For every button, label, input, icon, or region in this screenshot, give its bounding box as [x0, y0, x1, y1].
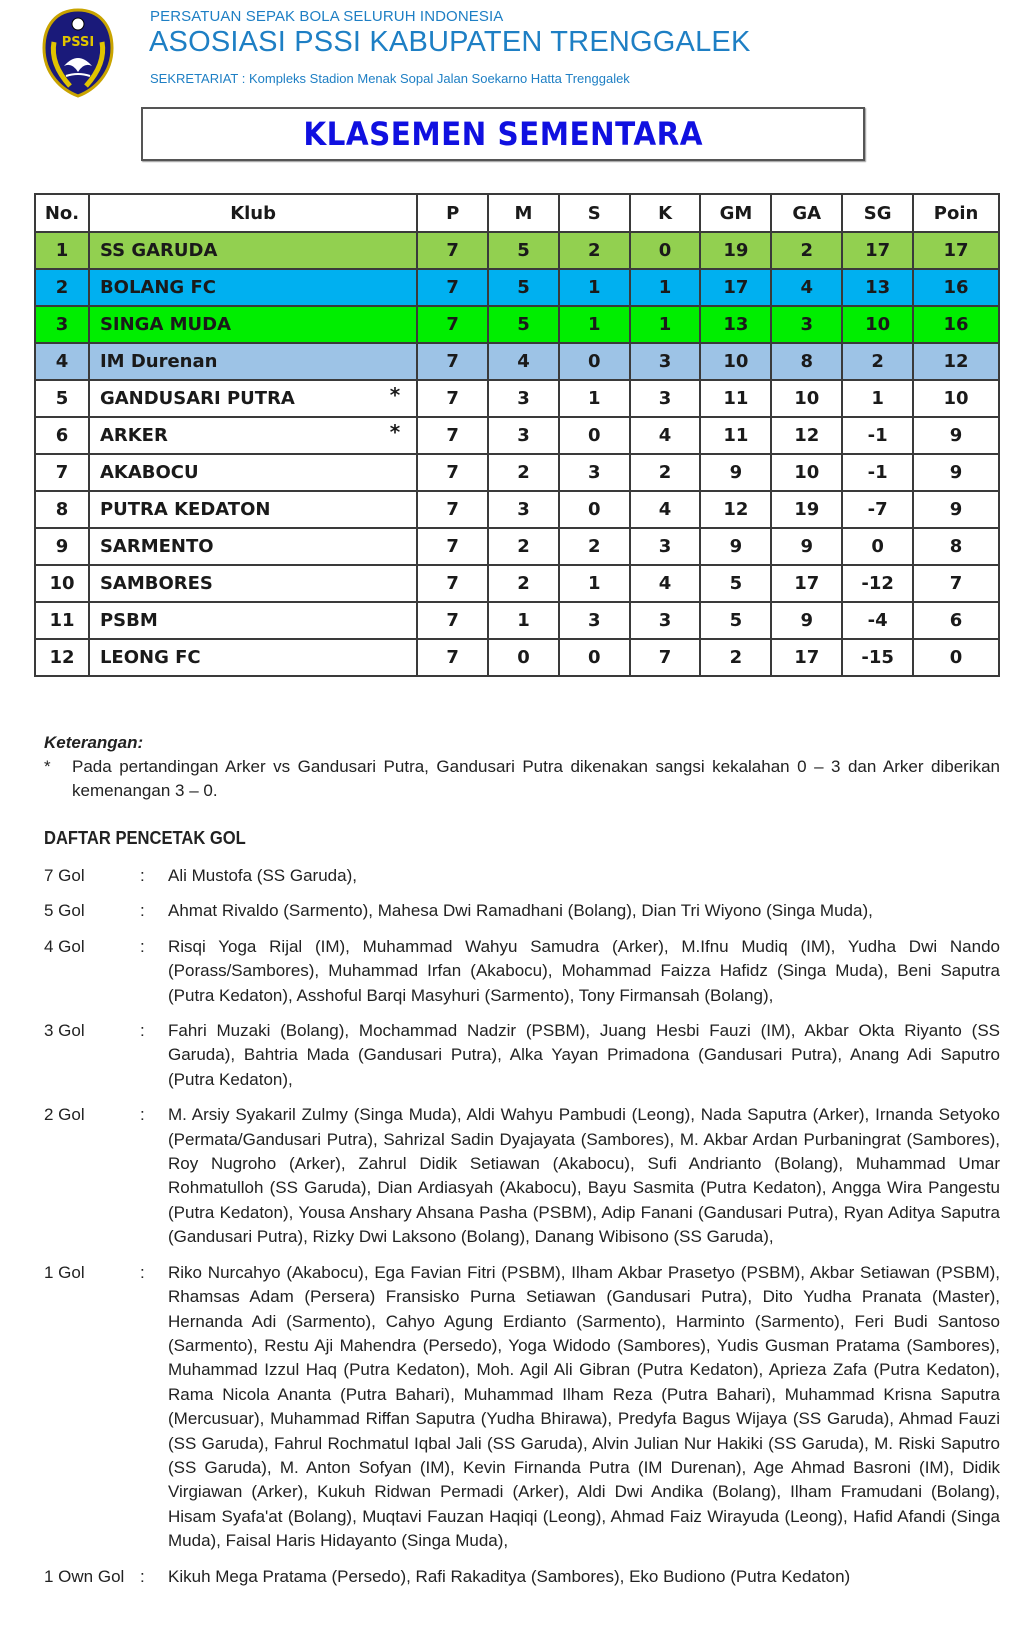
cell-k: 3	[630, 602, 701, 639]
cell-ga: 17	[771, 565, 842, 602]
scorer-colon: :	[140, 1262, 145, 1282]
cell-gm: 5	[700, 602, 771, 639]
column-header-poin: Poin	[913, 194, 999, 232]
scorer-names: Ahmat Rivaldo (Sarmento), Mahesa Dwi Ramadhani (Bolang), Dian Tri Wiyono (Singa Muda),	[168, 901, 873, 921]
scorer-names: Fahri Muzaki (Bolang), Mochammad Nadzir (PSBM), Juang Hesbi Fauzi (IM), Akbar Okta Riyanto (SS Garuda), Bahtria Mada (Gandusari Putra), Alka Yayan Primadona (Gandusari Putra), Anang Adi Saputro (Putra Kedaton),	[168, 1021, 1000, 1089]
cell-sg: -12	[842, 565, 913, 602]
cell-k: 4	[630, 565, 701, 602]
cell-m: 5	[488, 306, 559, 343]
note-text: Pada pertandingan Arker vs Gandusari Putra, Gandusari Putra dikenakan sangsi kekalahan 0 – 3 dan Arker diberikan kemenangan 3 – 0.	[72, 757, 1000, 800]
column-header-s: S	[559, 194, 630, 232]
scorer-group-5	[44, 899, 1000, 923]
scorer-group-label: 7 Gol	[44, 866, 85, 885]
table-row	[35, 602, 999, 639]
scorers-list	[44, 864, 1000, 1600]
cell-s: 1	[559, 380, 630, 417]
cell-klub	[89, 269, 417, 306]
cell-no: 4	[35, 343, 89, 380]
cell-m: 2	[488, 454, 559, 491]
cell-m: 3	[488, 380, 559, 417]
table-header-row	[35, 194, 999, 232]
cell-no: 9	[35, 528, 89, 565]
cell-ga: 4	[771, 269, 842, 306]
cell-m: 1	[488, 602, 559, 639]
cell-ga: 9	[771, 528, 842, 565]
cell-poin: 10	[913, 380, 999, 417]
cell-k: 1	[630, 269, 701, 306]
cell-gm: 11	[700, 417, 771, 454]
cell-p: 7	[417, 269, 488, 306]
cell-gm: 19	[700, 232, 771, 269]
cell-sg: 10	[842, 306, 913, 343]
pssi-logo-icon	[26, 2, 130, 106]
scorer-group-label: 3 Gol	[44, 1021, 85, 1041]
cell-m: 2	[488, 528, 559, 565]
scorer-group-4	[44, 935, 1000, 1008]
cell-k: 4	[630, 491, 701, 528]
org-address: SEKRETARIAT : Kompleks Stadion Menak Sopal Jalan Soekarno Hatta Trenggalek	[150, 71, 630, 86]
cell-no: 1	[35, 232, 89, 269]
cell-no: 3	[35, 306, 89, 343]
cell-s: 1	[559, 565, 630, 602]
scorer-colon: :	[140, 866, 145, 885]
cell-k: 3	[630, 380, 701, 417]
cell-poin: 9	[913, 417, 999, 454]
table-row	[35, 380, 999, 417]
cell-klub	[89, 528, 417, 565]
cell-gm: 13	[700, 306, 771, 343]
cell-p: 7	[417, 528, 488, 565]
notes-section	[44, 731, 1000, 803]
cell-no: 7	[35, 454, 89, 491]
cell-ga: 17	[771, 639, 842, 676]
cell-gm: 2	[700, 639, 771, 676]
cell-no: 10	[35, 565, 89, 602]
cell-p: 7	[417, 343, 488, 380]
scorers-title: DAFTAR PENCETAK GOL	[44, 828, 246, 848]
cell-klub	[89, 491, 417, 528]
column-header-gm: GM	[700, 194, 771, 232]
cell-k: 2	[630, 454, 701, 491]
cell-no: 6	[35, 417, 89, 454]
column-header-k: K	[630, 194, 701, 232]
column-header-no: No.	[35, 194, 89, 232]
page-title: KLASEMEN SEMENTARA	[303, 115, 703, 153]
scorer-names: Kikuh Mega Pratama (Persedo), Rafi Rakaditya (Sambores), Eko Budiono (Putra Kedaton)	[168, 1566, 851, 1586]
cell-poin: 12	[913, 343, 999, 380]
column-header-m: M	[488, 194, 559, 232]
cell-no: 11	[35, 602, 89, 639]
cell-sg: 0	[842, 528, 913, 565]
scorer-colon: :	[140, 936, 145, 956]
cell-ga: 9	[771, 602, 842, 639]
scorer-group-1	[44, 1261, 1000, 1554]
cell-sg: 1	[842, 380, 913, 417]
scorer-group-3	[44, 1019, 1000, 1092]
cell-s: 3	[559, 454, 630, 491]
cell-klub	[89, 343, 417, 380]
cell-sg: -15	[842, 639, 913, 676]
cell-klub	[89, 602, 417, 639]
notes-label: Keterangan:	[44, 733, 144, 752]
scorer-colon: :	[140, 1105, 145, 1125]
cell-klub	[89, 380, 417, 417]
cell-sg: 2	[842, 343, 913, 380]
scorer-group-7	[44, 864, 1000, 888]
cell-p: 7	[417, 417, 488, 454]
cell-ga: 19	[771, 491, 842, 528]
cell-gm: 17	[700, 269, 771, 306]
cell-s: 1	[559, 306, 630, 343]
cell-sg: -1	[842, 454, 913, 491]
letterhead	[0, 0, 1024, 110]
scorer-names: Risqi Yoga Rijal (IM), Muhammad Wahyu Samudra (Arker), M.Ifnu Mudiq (IM), Yudha Dwi Nando (Porass/Sambores), Muhammad Irfan (Akabocu), Mohammad Faizza Hafidz (Singa Muda), Beni Saputra (Putra Kedaton), Asshoful Barqi Masyhuri (Sarmento), Tony Firmansah (Bolang),	[168, 936, 1000, 1005]
scorer-group-own-goal	[44, 1565, 1000, 1589]
scorer-group-label: 5 Gol	[44, 901, 85, 921]
cell-gm: 12	[700, 491, 771, 528]
column-header-ga: GA	[771, 194, 842, 232]
cell-k: 3	[630, 343, 701, 380]
cell-gm: 9	[700, 454, 771, 491]
cell-p: 7	[417, 306, 488, 343]
club-name: IM Durenan	[99, 351, 218, 372]
club-name: PUTRA KEDATON	[99, 499, 271, 520]
table-row	[35, 454, 999, 491]
column-header-klub: Klub	[89, 194, 417, 232]
cell-ga: 3	[771, 306, 842, 343]
cell-poin: 9	[913, 491, 999, 528]
scorer-group-2	[44, 1103, 1000, 1249]
note-bullet: *	[44, 757, 51, 776]
cell-m: 2	[488, 565, 559, 602]
cell-m: 5	[488, 269, 559, 306]
cell-poin: 7	[913, 565, 999, 602]
cell-ga: 10	[771, 380, 842, 417]
cell-poin: 16	[913, 306, 999, 343]
table-row	[35, 639, 999, 676]
club-name: AKABOCU	[99, 462, 199, 483]
column-header-sg: SG	[842, 194, 913, 232]
cell-m: 3	[488, 491, 559, 528]
cell-klub	[89, 306, 417, 343]
cell-poin: 9	[913, 454, 999, 491]
cell-gm: 11	[700, 380, 771, 417]
table-row	[35, 528, 999, 565]
cell-poin: 6	[913, 602, 999, 639]
scorer-colon: :	[140, 901, 145, 921]
cell-s: 0	[559, 417, 630, 454]
cell-m: 0	[488, 639, 559, 676]
org-name: ASOSIASI PSSI KABUPATEN TRENGGALEK	[149, 26, 751, 58]
club-name: PSBM	[99, 610, 158, 631]
cell-sg: -7	[842, 491, 913, 528]
cell-no: 2	[35, 269, 89, 306]
cell-s: 1	[559, 269, 630, 306]
cell-s: 0	[559, 343, 630, 380]
cell-sg: 17	[842, 232, 913, 269]
scorer-colon: :	[140, 1021, 145, 1041]
cell-p: 7	[417, 491, 488, 528]
cell-s: 0	[559, 639, 630, 676]
cell-poin: 17	[913, 232, 999, 269]
cell-m: 5	[488, 232, 559, 269]
cell-poin: 8	[913, 528, 999, 565]
club-name: LEONG FC	[99, 647, 201, 668]
scorer-group-label: 4 Gol	[44, 936, 85, 956]
cell-ga: 12	[771, 417, 842, 454]
cell-klub	[89, 639, 417, 676]
cell-k: 3	[630, 528, 701, 565]
cell-m: 4	[488, 343, 559, 380]
cell-p: 7	[417, 380, 488, 417]
cell-p: 7	[417, 565, 488, 602]
cell-sg: -4	[842, 602, 913, 639]
cell-ga: 10	[771, 454, 842, 491]
table-row	[35, 491, 999, 528]
cell-gm: 9	[700, 528, 771, 565]
org-name-small: PERSATUAN SEPAK BOLA SELURUH INDONESIA	[150, 8, 504, 25]
scorer-colon: :	[140, 1566, 145, 1586]
club-name: GANDUSARI PUTRA	[99, 388, 295, 409]
cell-m: 3	[488, 417, 559, 454]
scorer-group-label: 1 Gol	[44, 1262, 85, 1282]
note-item	[44, 755, 1000, 803]
scorer-group-label: 2 Gol	[44, 1105, 85, 1125]
cell-k: 0	[630, 232, 701, 269]
cell-gm: 10	[700, 343, 771, 380]
cell-s: 2	[559, 528, 630, 565]
club-name: SS GARUDA	[99, 240, 218, 261]
cell-klub	[89, 454, 417, 491]
cell-klub	[89, 417, 417, 454]
svg-text:PSSI: PSSI	[61, 35, 95, 50]
scorer-names: Riko Nurcahyo (Akabocu), Ega Favian Fitri (PSBM), Ilham Akbar Prasetyo (PSBM), Akbar Setiawan (PSBM), Rhamsas Adam (Persera) Fransisko Purna Setiawan (Gandusari Putra), Dito Yudha Pranata (Master), Hernanda Adi (Sarmento), Cahyo Agung Erdianto (Sarmento), Harminto (Sarmento), Feri Budi Santoso (Sarmento), Restu Aji Mahendra (Persedo), Yoga Widodo (Sambores), Yudis Gusman Pratama (Sambores), Muhammad Izzul Haq (Putra Kedaton), Moh. Agil Ali Gibran (Putra Kedaton), Aprieza Zafa (Putra Kedaton), Rama Nicola Ananta (Putra Bahari), Muhammad Ilham Reza (Putra Bahari), Muhammad Krisna Saputra (Mercusuar), Muhammad Riffan Saputra (Yudha Bhirawa), Predyfa Bagus Wijaya (SS Garuda), Ahmad Fauzi (SS Garuda), Fahrul Rochmatul Iqbal Jali (SS Garuda), Alvin Julian Nur Hakiki (SS Garuda), M. Riski Saputro (SS Garuda), M. Anton Sofyan (IM), Kevin Firnanda Putra (IM Durenan), Age Ahmad Basroni (IM), Didik Virgiawan (Arker), Kukuh Ridwan Permadi (Arker), Aldi Dwi Andika (Bolang), Ilham Framudani (Bolang), Hisam Syafa'at (Bolang), Muqtavi Fauzan Haqiqi (Leong), Ahmad Faiz Wirayuda (Leong), Hafid Afandi (Singa Muda), Faisal Haris Hidayanto (Singa Muda),	[168, 1262, 1000, 1551]
table-row	[35, 343, 999, 380]
footnote-marker: *	[389, 383, 401, 407]
cell-klub	[89, 565, 417, 602]
club-name: SAMBORES	[99, 573, 213, 594]
table-row	[35, 306, 999, 343]
cell-p: 7	[417, 602, 488, 639]
cell-poin: 0	[913, 639, 999, 676]
scorer-group-label: 1 Own Gol	[44, 1566, 125, 1586]
scorer-names: M. Arsiy Syakaril Zulmy (Singa Muda), Aldi Wahyu Pambudi (Leong), Nada Saputra (Arker), Irnanda Setyoko (Permata/Gandusari Putra), Sahrizal Sadin Dyajayata (Sambores), M. Akbar Ardan Purbaningrat (Sambores), Roy Nugroho (Arker), Zahrul Didik Setiawan (Akabocu), Sufi Andrianto (Bolang), Muhammad Umar Rohmatulloh (SS Garuda), Dian Ardiasyah (Akabocu), Bayu Sasmita (Putra Kedaton), Angga Wira Pangestu (Putra Kedaton), Yousa Anshary Ahsana Pasha (PSBM), Adip Fanani (Gandusari Putra), Ryan Aditya Saputra (Gandusari Putra), Rizky Dwi Laksono (Bolang), Danang Wibisono (SS Garuda),	[168, 1105, 1000, 1247]
cell-klub	[89, 232, 417, 269]
cell-k: 1	[630, 306, 701, 343]
cell-s: 0	[559, 491, 630, 528]
cell-p: 7	[417, 639, 488, 676]
cell-sg: 13	[842, 269, 913, 306]
cell-ga: 2	[771, 232, 842, 269]
cell-ga: 8	[771, 343, 842, 380]
column-header-p: P	[417, 194, 488, 232]
cell-p: 7	[417, 232, 488, 269]
club-name: SARMENTO	[99, 536, 214, 557]
footnote-marker: *	[389, 420, 401, 444]
cell-no: 8	[35, 491, 89, 528]
cell-no: 12	[35, 639, 89, 676]
cell-p: 7	[417, 454, 488, 491]
cell-k: 7	[630, 639, 701, 676]
cell-k: 4	[630, 417, 701, 454]
club-name: ARKER	[99, 425, 168, 446]
club-name: SINGA MUDA	[99, 314, 232, 335]
cell-s: 2	[559, 232, 630, 269]
cell-sg: -1	[842, 417, 913, 454]
scorer-names: Ali Mustofa (SS Garuda),	[168, 866, 357, 885]
table-row	[35, 565, 999, 602]
table-row	[35, 417, 999, 454]
cell-no: 5	[35, 380, 89, 417]
cell-s: 3	[559, 602, 630, 639]
standings-table	[34, 193, 1000, 677]
cell-gm: 5	[700, 565, 771, 602]
club-name: BOLANG FC	[99, 277, 216, 298]
table-row	[35, 269, 999, 306]
page-title-box	[141, 107, 865, 161]
cell-poin: 16	[913, 269, 999, 306]
table-row	[35, 232, 999, 269]
